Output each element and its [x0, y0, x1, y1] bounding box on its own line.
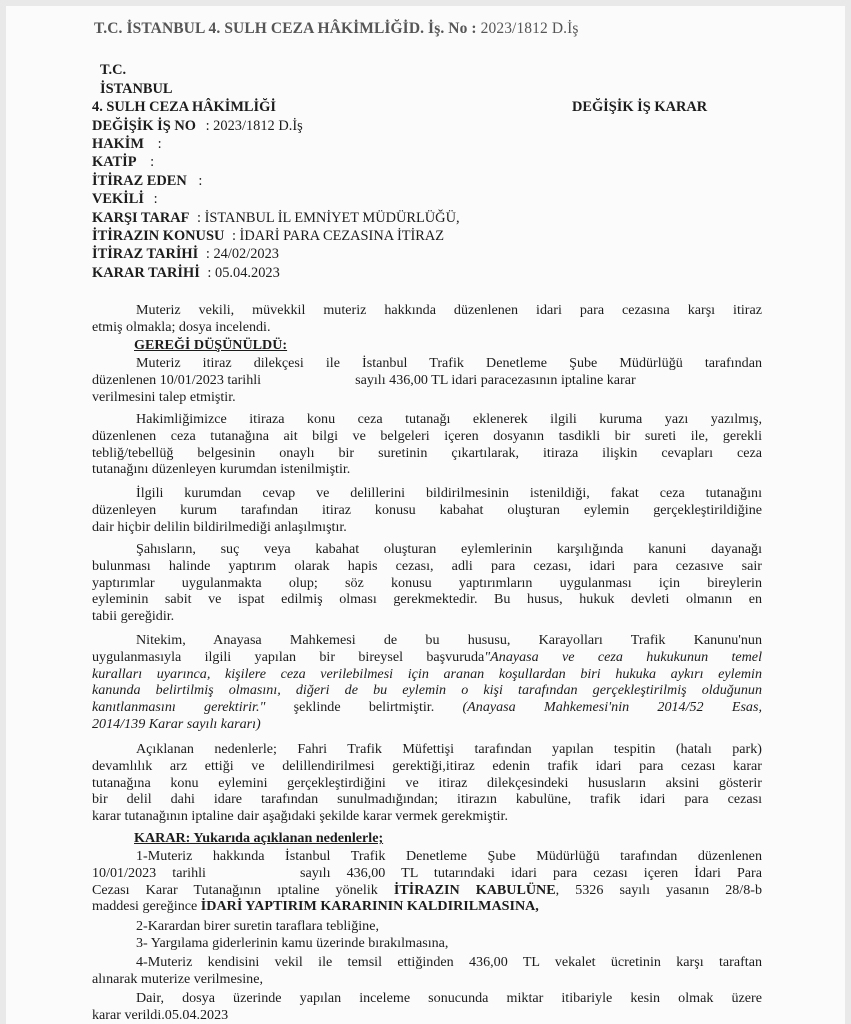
text-line: karar verildi.05.04.2023 [92, 1006, 229, 1023]
bold-segment: İTİRAZIN KABULÜNE [393, 881, 556, 898]
document-type: DEĞİŞİK İŞ KARAR [572, 99, 708, 115]
text-line: Dair, dosya üzerinde yapılan inceleme sonucunda miktar itibariyle kesin olmak üzere [136, 990, 762, 1006]
text-line: etmiş olmakla; dosya incelendi. [92, 318, 271, 335]
field-judge [92, 136, 162, 153]
quote-line: kanunda belirtilmiş olmasını, diğeri de bu eylemin o kişi tarafından gerçekleştirilmiş olduğunun [92, 682, 762, 699]
citation-segment: (Anayasa Mahkemesi'nin 2014/52 Esas, [462, 699, 762, 716]
text-line [92, 372, 762, 389]
field-label: VEKİLİ [92, 191, 144, 207]
text-line [92, 649, 762, 666]
court-tc: T.C. [100, 62, 127, 78]
field-value: : [157, 136, 162, 152]
text-line: verilmesini talep etmiştir. [92, 388, 236, 405]
paragraph-request [92, 355, 762, 405]
header-court: T.C. İSTANBUL 4. SULH CEZA HÂKİMLİĞİD. İş. No : [94, 20, 477, 37]
text-segment: sayılı 436,00 TL idari paracezasının iptaline karar [355, 371, 636, 388]
text-segment: Cezası Karar Tutanağının ıptaline yönelik [92, 881, 378, 898]
text-segment: sayılı 436,00 TL tutarındaki idari para cezası içeren İdari Para [299, 864, 762, 881]
heading-karar: KARAR: Yukarıda açıklanan nedenlerle; [134, 830, 384, 846]
court-name: 4. SULH CEZA HÂKİMLİĞİ [92, 99, 276, 115]
text-line: Nitekim, Anayasa Mahkemesi de bu hususu, Karayolları Trafik Kanunu'nun [136, 632, 762, 648]
quote-line: kuralları uyarınca, kişilere ceza verilebilmesi için aranan koşullardan biri hukuka aykırı eylemin [92, 665, 762, 682]
field-value: : İDARİ PARA CEZASINA İTİRAZ [231, 228, 445, 244]
quote-segment: "Anayasa ve ceza hukukunun temel [484, 648, 762, 665]
field-label: İTİRAZIN KONUSU [92, 228, 225, 244]
paragraph-principle [92, 541, 762, 625]
field-value: : İSTANBUL İL EMNİYET MÜDÜRLÜĞÜ, [197, 210, 460, 226]
quote-segment: kanıtlanmasını gerektirir." [92, 699, 266, 716]
field-attorney [92, 191, 158, 208]
field-label: İTİRAZ TARİHİ [92, 246, 199, 262]
page-header [94, 20, 578, 38]
field-value: : [150, 154, 155, 170]
text-segment: şeklinde belirtmiştir. [293, 699, 435, 716]
text-line: karar tutanağının iptaline dair aşağıdaki şekilde karar vermek gerekmiştir. [92, 808, 508, 825]
field-subject [92, 228, 444, 245]
decision-item-2: 2-Karardan birer suretin taraflara tebliğine, [136, 918, 379, 934]
field-clerk [92, 154, 154, 171]
field-label: KARAR TARİHİ [92, 265, 200, 281]
text-line: dair hiçbir delilin bildirilmediği anlaşılmıştır. [92, 518, 347, 535]
field-objection-date [92, 246, 279, 263]
text-line: alınarak muterize verilmesine, [92, 970, 264, 987]
field-opponent [92, 210, 460, 227]
heading-gereği: GEREĞİ DÜŞÜNÜLDÜ: [134, 337, 288, 353]
closing-paragraph [92, 990, 762, 1024]
field-value: : [153, 191, 158, 207]
text-segment: 10/01/2023 tarihli [92, 864, 206, 881]
field-value: : [198, 173, 203, 189]
field-objector [92, 173, 202, 190]
field-label: DEĞİŞİK İŞ NO [92, 118, 196, 134]
paragraph-constitutional-court [92, 632, 762, 733]
citation-line: 2014/139 Karar sayılı kararı) [92, 715, 261, 732]
text-line [92, 699, 762, 716]
text-line: İlgili kurumdan cevap ve delillerini bildirilmesinin istenildiği, fakat ceza tutanağını [136, 485, 762, 501]
text-segment: maddesi gereğince [92, 898, 198, 915]
decision-items-2-3 [92, 918, 762, 952]
text-segment: düzenlenen 10/01/2023 tarihli [92, 371, 262, 388]
text-line: Muteriz itiraz dilekçesi ile İstanbul Trafik Denetleme Şube Müdürlüğü tarafından [136, 355, 762, 371]
text-line: yaptırımlar uygulanmakta olup; söz konusu yaptırımların uygulanması için bireylerin [92, 574, 762, 591]
field-value: : 05.04.2023 [207, 265, 280, 281]
field-label: KATİP [92, 154, 137, 170]
paragraph-no-evidence [92, 485, 762, 535]
text-segment: , 5326 sayılı yasanın 28/8-b [555, 881, 762, 898]
field-decision-date [92, 265, 280, 282]
text-segment: uygulanmasıyla ilgili yapılan bir bireysel başvuruda [92, 648, 485, 665]
header-case-no: 2023/1812 D.İş [480, 20, 579, 37]
field-value: : 24/02/2023 [205, 246, 279, 262]
text-line [92, 882, 762, 899]
decision-item-3: 3- Yargılama giderlerinin kamu üzerinde bırakılmasına, [136, 934, 449, 951]
text-line: düzenleyen kurum tarafından itiraz konusu kabahat oluşturan eylemin gerçekleştirildiğine [92, 501, 762, 518]
field-label: İTİRAZ EDEN [92, 173, 187, 189]
text-line: tebliğ/tebellüğ belgesinin onaylı bir suretinin çıkartılarak, itiraza ilişkin cevapları ceza [92, 444, 762, 461]
text-line [92, 898, 762, 915]
text-line: 1-Muteriz hakkında İstanbul Trafik Denetleme Şube Müdürlüğü tarafından düzenlenen [136, 848, 762, 864]
text-line: Muteriz vekili, müvekkil muteriz hakkında düzenlenen idari para cezasına karşı itiraz [136, 302, 762, 318]
text-line: düzenlenen ceza tutanağına ait bilgi ve belgeleri içeren dosyanın tasdikli bir sureti ile, gerekli [92, 427, 762, 444]
paragraph-intro [92, 302, 762, 336]
field-case-no [92, 118, 303, 135]
text-line: eyleminin sabit ve ispat edilmiş olması gerekmektedir. Bu husus, hukuk devleti olmanın en [92, 591, 762, 608]
field-label: KARŞI TARAF [92, 210, 190, 226]
text-line: tutanağını düzenleyen kurumdan istenilmiştir. [92, 461, 351, 478]
bold-segment: İDARİ YAPTIRIM KARARININ KALDIRILMASINA, [200, 898, 539, 915]
court-city: İSTANBUL [100, 81, 173, 97]
text-line [92, 865, 762, 882]
text-line: bulunması halinde yaptırım olarak hapis cezası, adli para cezası, idari para cezasıve sair [92, 557, 762, 574]
paragraph-inquiry [92, 411, 762, 478]
field-label: HAKİM [92, 136, 144, 152]
field-value: : 2023/1812 D.İş [205, 118, 303, 134]
text-line: Şahısların, suç veya kabahat oluşturan eylemlerinin karşılığında kanuni dayanağı [136, 541, 762, 557]
document-page [6, 6, 845, 1024]
text-line: tutanağına konu eylemini gerçekleştirdiğini ve itiraz dilekçesindeki hususların aksini gösterir [92, 774, 762, 791]
decision-item-1 [92, 848, 762, 915]
text-line: Açıklanan nedenlerle; Fahri Trafik Müfettişi tarafından yapılan tespitin (hatalı park) [136, 741, 762, 757]
text-line: devamlılık arz ettiği ve delillendirilmesi gerektiği,itiraz edenin trafik idari para cezası karar [92, 757, 762, 774]
text-line: tabii gereğidir. [92, 608, 175, 625]
text-line: 4-Muteriz kendisini vekil ile temsil ettiğinden 436,00 TL vekalet ücretinin karşı taraftan [136, 954, 762, 970]
decision-item-4 [92, 954, 762, 988]
text-line: Hakimliğimizce itiraza konu ceza tutanağı eklenerek ilgili kuruma yazı yazılmış, [136, 411, 762, 427]
text-line: bir delil dahi idare tarafından sunulmadığından; itirazın kabulüne, trafik idari para cezası [92, 791, 762, 808]
paragraph-reasons [92, 741, 762, 825]
